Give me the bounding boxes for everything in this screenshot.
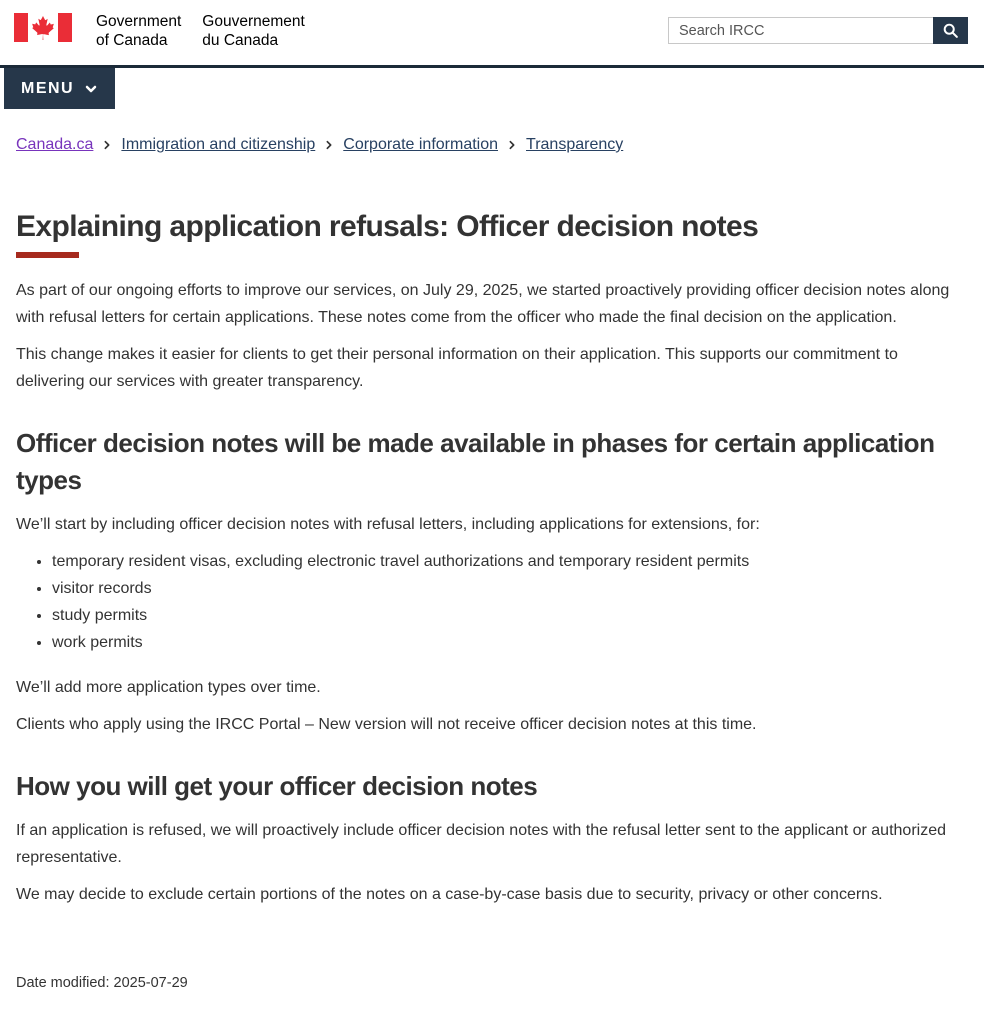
- section-lead-paragraph: We’ll start by including officer decision notes with refusal letters, including applications for extensions, for:: [16, 516, 760, 533]
- application-types-list: [16, 548, 952, 656]
- breadcrumb-item-immigration: [121, 131, 343, 158]
- site-header: [0, 0, 984, 65]
- search-icon: [942, 22, 959, 39]
- section-heading: Officer decision notes will be made available in phases for certain application types: [16, 428, 935, 495]
- intro-paragraph: As part of our ongoing efforts to improve our services, on July 29, 2025, we started proactively providing officer decision notes along with refusal letters for certain applications. These notes come from the officer who made the final decision on the application.: [16, 282, 950, 326]
- list-item: • work permits: [52, 629, 952, 656]
- maple-leaf-icon: [31, 16, 55, 40]
- breadcrumb-link-canada-ca[interactable]: Canada.ca: [16, 136, 94, 153]
- search-input[interactable]: [668, 17, 933, 44]
- signature-english: Government of Canada: [96, 13, 182, 49]
- date-modified-label: Date modified:: [16, 975, 110, 991]
- flag-right-bar: [58, 13, 72, 42]
- breadcrumb-item-transparency: [526, 131, 623, 158]
- intro-paragraph: This change makes it easier for clients to get their personal information on their application. This supports our commitment to delivering our services with greater transparency.: [16, 346, 898, 390]
- page-title: Explaining application refusals: Officer decision notes: [16, 210, 759, 243]
- date-modified-value: 2025-07-29: [113, 975, 188, 991]
- menu-button-label: MENU: [21, 79, 75, 97]
- flag-left-bar: [14, 13, 28, 42]
- breadcrumb-link-immigration[interactable]: Immigration and citizenship: [121, 136, 316, 153]
- section-how-you-get-notes: [16, 768, 952, 908]
- date-modified: [16, 970, 952, 997]
- signature-french: Gouvernement du Canada: [202, 13, 305, 49]
- breadcrumb-link-corporate-information[interactable]: Corporate information: [343, 136, 499, 153]
- breadcrumb-item-corporate-information: [343, 131, 526, 158]
- breadcrumb-item-canada-ca: [16, 131, 121, 158]
- intro-section: [16, 277, 952, 395]
- breadcrumb-chevron-icon: [102, 139, 112, 151]
- site-search-form: [668, 17, 968, 44]
- section-phases: [16, 425, 952, 738]
- government-of-canada-signature[interactable]: [14, 12, 305, 50]
- breadcrumb-chevron-icon: [507, 139, 517, 151]
- canada-flag-icon: [14, 13, 72, 42]
- menu-button[interactable]: [4, 68, 115, 109]
- breadcrumb: [16, 131, 968, 158]
- breadcrumb-link-transparency[interactable]: Transparency: [526, 136, 624, 153]
- title-red-underline: [16, 252, 79, 258]
- list-item: • temporary resident visas, excluding electronic travel authorizations and temporary resident permits: [52, 548, 952, 575]
- section-paragraph: We may decide to exclude certain portions of the notes on a case-by-case basis due to security, privacy or other concerns.: [16, 886, 883, 903]
- section-paragraph: If an application is refused, we will proactively include officer decision notes with the refusal letter sent to the applicant or authorized representative.: [16, 822, 946, 866]
- list-item: • study permits: [52, 602, 952, 629]
- section-paragraph: Clients who apply using the IRCC Portal – New version will not receive officer decision notes at this time.: [16, 716, 757, 733]
- section-paragraph: We’ll add more application types over time.: [16, 679, 321, 696]
- search-button[interactable]: [933, 17, 968, 44]
- page-content: [0, 208, 968, 997]
- main-menu-bar: [0, 68, 984, 109]
- chevron-down-icon: [84, 83, 98, 95]
- breadcrumb-chevron-icon: [324, 139, 334, 151]
- list-item: • visitor records: [52, 575, 952, 602]
- flag-field: [28, 13, 58, 42]
- section-heading: How you will get your officer decision notes: [16, 771, 538, 801]
